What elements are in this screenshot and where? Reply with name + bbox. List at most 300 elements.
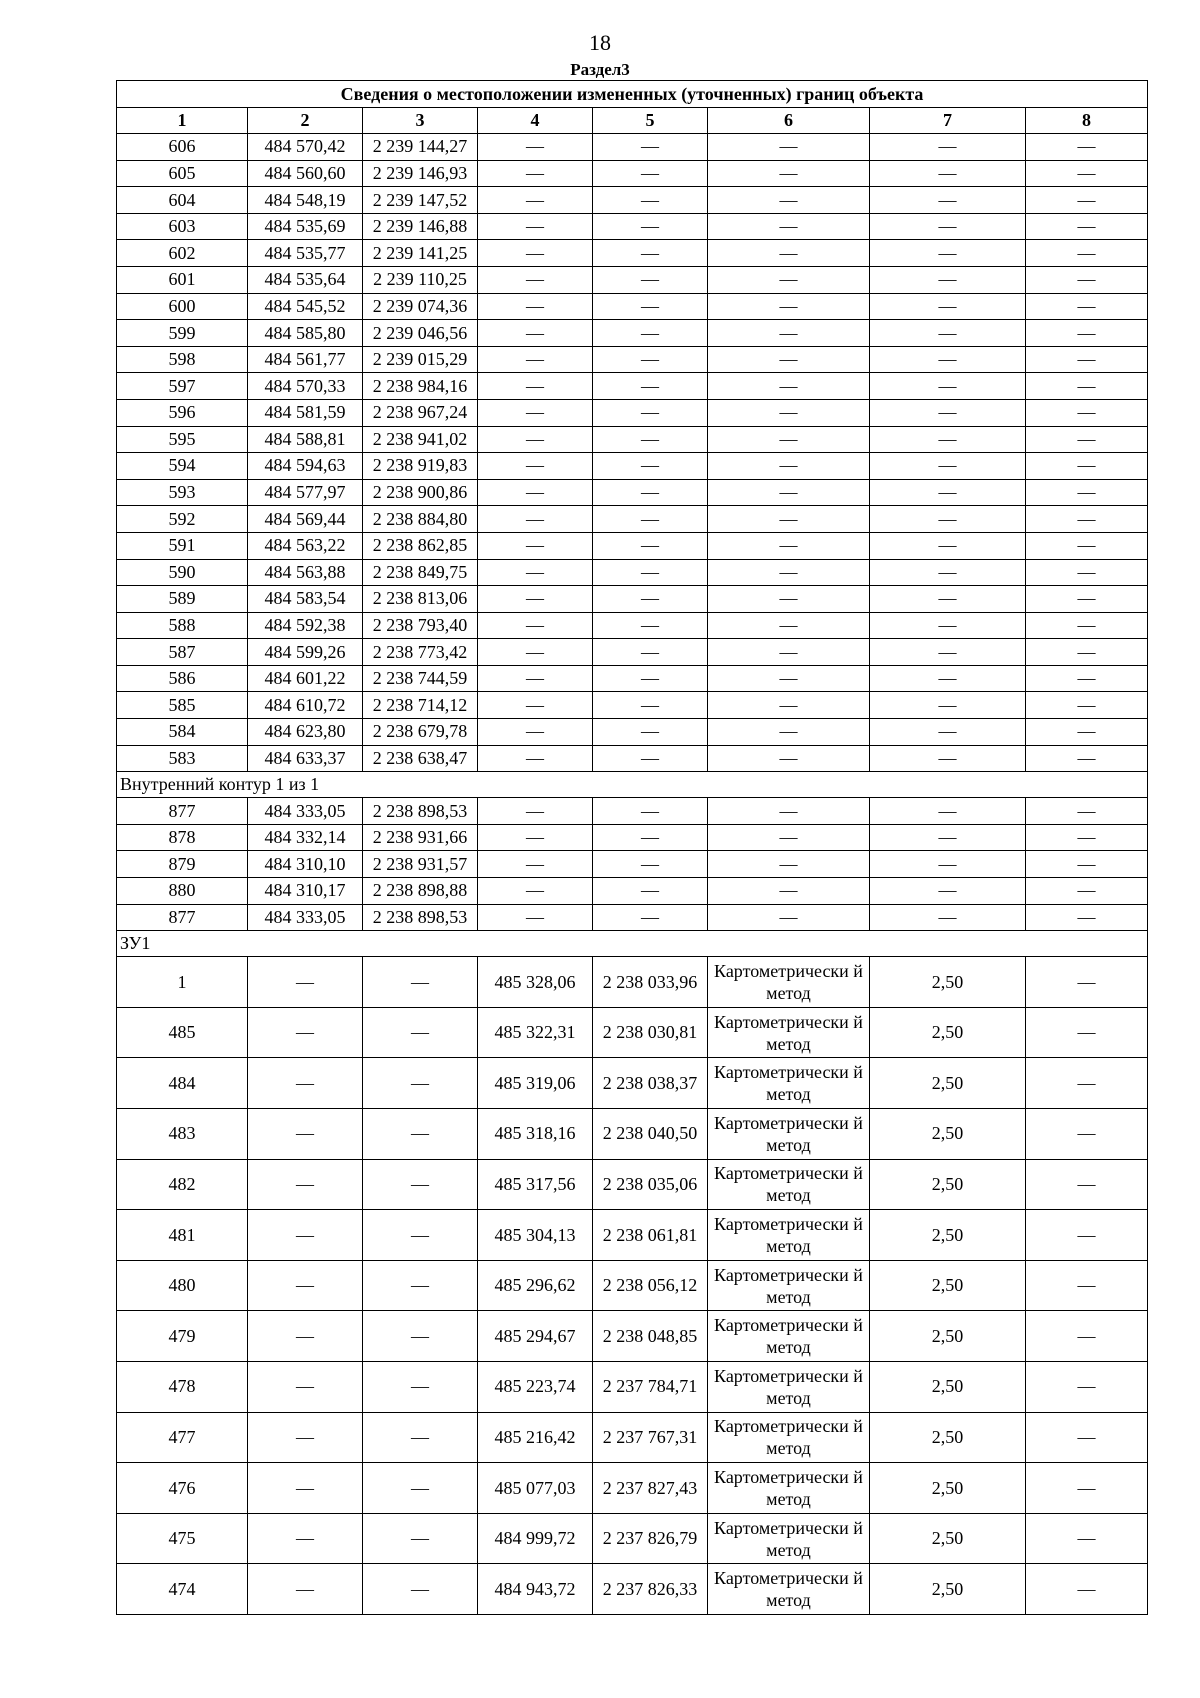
existing-y: 2 238 898,88 xyxy=(363,878,478,905)
point-number: 482 xyxy=(117,1159,248,1210)
dash-cell: — xyxy=(593,851,708,878)
dash-cell: — xyxy=(708,160,870,187)
existing-x: 484 332,14 xyxy=(248,824,363,851)
existing-y: 2 239 141,25 xyxy=(363,240,478,267)
dash-cell: — xyxy=(593,586,708,613)
point-number: 474 xyxy=(117,1564,248,1615)
accuracy-cell: 2,50 xyxy=(870,1311,1026,1362)
dash-cell: — xyxy=(708,240,870,267)
dash-cell: — xyxy=(708,346,870,373)
method-cell: Картометрически й метод xyxy=(708,1058,870,1109)
point-number: 877 xyxy=(117,904,248,931)
dash-cell: — xyxy=(1026,824,1148,851)
dash-cell: — xyxy=(1026,373,1148,400)
dash-cell: — xyxy=(1026,1159,1148,1210)
existing-x: 484 548,19 xyxy=(248,187,363,214)
method-cell: Картометрически й метод xyxy=(708,957,870,1008)
dash-cell: — xyxy=(1026,904,1148,931)
existing-x: 484 570,33 xyxy=(248,373,363,400)
dash-cell: — xyxy=(248,1564,363,1615)
table-row xyxy=(117,586,1148,613)
existing-x: 484 592,38 xyxy=(248,612,363,639)
dash-cell: — xyxy=(708,293,870,320)
method-cell: Картометрически й метод xyxy=(708,1361,870,1412)
dash-cell: — xyxy=(478,213,593,240)
new-x: 484 999,72 xyxy=(478,1513,593,1564)
accuracy-cell: 2,50 xyxy=(870,1361,1026,1412)
table-row xyxy=(117,559,1148,586)
table-row xyxy=(117,1564,1148,1615)
existing-y: 2 238 714,12 xyxy=(363,692,478,719)
section-row xyxy=(117,931,1148,957)
existing-x: 484 561,77 xyxy=(248,346,363,373)
dash-cell: — xyxy=(870,134,1026,161)
point-number: 1 xyxy=(117,957,248,1008)
dash-cell: — xyxy=(478,293,593,320)
point-number: 601 xyxy=(117,266,248,293)
table-row xyxy=(117,346,1148,373)
method-cell: Картометрически й метод xyxy=(708,1007,870,1058)
dash-cell: — xyxy=(248,1210,363,1261)
dash-cell: — xyxy=(363,1564,478,1615)
dash-cell: — xyxy=(593,453,708,480)
dash-cell: — xyxy=(593,187,708,214)
table-row xyxy=(117,532,1148,559)
dash-cell: — xyxy=(1026,1513,1148,1564)
dash-cell: — xyxy=(708,904,870,931)
dash-cell: — xyxy=(593,904,708,931)
dash-cell: — xyxy=(363,1513,478,1564)
dash-cell: — xyxy=(248,1159,363,1210)
existing-y: 2 238 638,47 xyxy=(363,745,478,772)
dash-cell: — xyxy=(593,532,708,559)
new-y: 2 238 038,37 xyxy=(593,1058,708,1109)
point-number: 880 xyxy=(117,878,248,905)
dash-cell: — xyxy=(1026,1564,1148,1615)
dash-cell: — xyxy=(478,399,593,426)
dash-cell: — xyxy=(708,506,870,533)
dash-cell: — xyxy=(478,878,593,905)
dash-cell: — xyxy=(478,719,593,746)
point-number: 600 xyxy=(117,293,248,320)
point-number: 478 xyxy=(117,1361,248,1412)
table-row xyxy=(117,479,1148,506)
dash-cell: — xyxy=(593,213,708,240)
table-row xyxy=(117,1210,1148,1261)
table-row xyxy=(117,373,1148,400)
dash-cell: — xyxy=(870,745,1026,772)
existing-y: 2 239 146,88 xyxy=(363,213,478,240)
point-number: 479 xyxy=(117,1311,248,1362)
point-number: 483 xyxy=(117,1109,248,1160)
new-y: 2 238 033,96 xyxy=(593,957,708,1008)
dash-cell: — xyxy=(363,1311,478,1362)
table-row xyxy=(117,506,1148,533)
dash-cell: — xyxy=(593,665,708,692)
table-row xyxy=(117,187,1148,214)
existing-y: 2 239 144,27 xyxy=(363,134,478,161)
accuracy-cell: 2,50 xyxy=(870,957,1026,1008)
dash-cell: — xyxy=(593,824,708,851)
dash-cell: — xyxy=(708,426,870,453)
table-row xyxy=(117,160,1148,187)
method-cell: Картометрически й метод xyxy=(708,1159,870,1210)
dash-cell: — xyxy=(478,160,593,187)
existing-x: 484 545,52 xyxy=(248,293,363,320)
dash-cell: — xyxy=(478,798,593,825)
existing-x: 484 570,42 xyxy=(248,134,363,161)
existing-x: 484 601,22 xyxy=(248,665,363,692)
point-number: 588 xyxy=(117,612,248,639)
dash-cell: — xyxy=(363,1412,478,1463)
accuracy-cell: 2,50 xyxy=(870,1109,1026,1160)
existing-y: 2 238 919,83 xyxy=(363,453,478,480)
table-row xyxy=(117,639,1148,666)
dash-cell: — xyxy=(248,1463,363,1514)
point-number: 583 xyxy=(117,745,248,772)
dash-cell: — xyxy=(870,904,1026,931)
dash-cell: — xyxy=(1026,399,1148,426)
dash-cell: — xyxy=(593,240,708,267)
point-number: 592 xyxy=(117,506,248,533)
dash-cell: — xyxy=(248,1361,363,1412)
table-row xyxy=(117,1513,1148,1564)
dash-cell: — xyxy=(708,586,870,613)
existing-y: 2 238 898,53 xyxy=(363,904,478,931)
dash-cell: — xyxy=(478,426,593,453)
dash-cell: — xyxy=(1026,559,1148,586)
dash-cell: — xyxy=(1026,240,1148,267)
dash-cell: — xyxy=(363,1463,478,1514)
dash-cell: — xyxy=(478,824,593,851)
point-number: 596 xyxy=(117,399,248,426)
dash-cell: — xyxy=(1026,878,1148,905)
existing-x: 484 581,59 xyxy=(248,399,363,426)
dash-cell: — xyxy=(248,1513,363,1564)
existing-x: 484 560,60 xyxy=(248,160,363,187)
table-row xyxy=(117,1159,1148,1210)
dash-cell: — xyxy=(1026,798,1148,825)
dash-cell: — xyxy=(593,293,708,320)
new-y: 2 238 056,12 xyxy=(593,1260,708,1311)
dash-cell: — xyxy=(1026,1412,1148,1463)
dash-cell: — xyxy=(248,1109,363,1160)
dash-cell: — xyxy=(478,851,593,878)
dash-cell: — xyxy=(1026,1058,1148,1109)
table-row xyxy=(117,1311,1148,1362)
dash-cell: — xyxy=(1026,479,1148,506)
dash-cell: — xyxy=(1026,586,1148,613)
dash-cell: — xyxy=(1026,266,1148,293)
dash-cell: — xyxy=(1026,1311,1148,1362)
method-cell: Картометрически й метод xyxy=(708,1109,870,1160)
point-number: 877 xyxy=(117,798,248,825)
dash-cell: — xyxy=(708,719,870,746)
existing-x: 484 599,26 xyxy=(248,639,363,666)
table-row xyxy=(117,426,1148,453)
dash-cell: — xyxy=(708,320,870,347)
dash-cell: — xyxy=(1026,612,1148,639)
dash-cell: — xyxy=(708,266,870,293)
dash-cell: — xyxy=(870,160,1026,187)
column-number: 2 xyxy=(248,108,363,134)
column-number: 6 xyxy=(708,108,870,134)
dash-cell: — xyxy=(478,612,593,639)
new-x: 485 322,31 xyxy=(478,1007,593,1058)
table-row xyxy=(117,1058,1148,1109)
accuracy-cell: 2,50 xyxy=(870,1513,1026,1564)
point-number: 480 xyxy=(117,1260,248,1311)
dash-cell: — xyxy=(870,851,1026,878)
accuracy-cell: 2,50 xyxy=(870,1007,1026,1058)
dash-cell: — xyxy=(1026,346,1148,373)
existing-y: 2 238 862,85 xyxy=(363,532,478,559)
existing-x: 484 333,05 xyxy=(248,798,363,825)
dash-cell: — xyxy=(593,399,708,426)
existing-y: 2 238 931,66 xyxy=(363,824,478,851)
dash-cell: — xyxy=(870,612,1026,639)
dash-cell: — xyxy=(870,426,1026,453)
point-number: 477 xyxy=(117,1412,248,1463)
dash-cell: — xyxy=(593,719,708,746)
point-number: 475 xyxy=(117,1513,248,1564)
table-row xyxy=(117,719,1148,746)
dash-cell: — xyxy=(248,1007,363,1058)
existing-y: 2 238 679,78 xyxy=(363,719,478,746)
dash-cell: — xyxy=(1026,692,1148,719)
dash-cell: — xyxy=(1026,957,1148,1008)
dash-cell: — xyxy=(1026,134,1148,161)
point-number: 879 xyxy=(117,851,248,878)
table-row xyxy=(117,293,1148,320)
existing-x: 484 535,69 xyxy=(248,213,363,240)
existing-y: 2 239 146,93 xyxy=(363,160,478,187)
dash-cell: — xyxy=(708,851,870,878)
dash-cell: — xyxy=(593,134,708,161)
existing-x: 484 585,80 xyxy=(248,320,363,347)
existing-x: 484 633,37 xyxy=(248,745,363,772)
existing-y: 2 238 967,24 xyxy=(363,399,478,426)
point-number: 594 xyxy=(117,453,248,480)
section-label: Раздел3 xyxy=(570,60,630,79)
dash-cell: — xyxy=(708,453,870,480)
table-row xyxy=(117,1361,1148,1412)
new-y: 2 237 826,79 xyxy=(593,1513,708,1564)
dash-cell: — xyxy=(708,373,870,400)
existing-y: 2 239 015,29 xyxy=(363,346,478,373)
dash-cell: — xyxy=(593,745,708,772)
table-row xyxy=(117,904,1148,931)
dash-cell: — xyxy=(870,240,1026,267)
dash-cell: — xyxy=(478,559,593,586)
dash-cell: — xyxy=(478,665,593,692)
dash-cell: — xyxy=(870,665,1026,692)
table-row xyxy=(117,1412,1148,1463)
dash-cell: — xyxy=(593,479,708,506)
new-x: 485 296,62 xyxy=(478,1260,593,1311)
column-number: 3 xyxy=(363,108,478,134)
dash-cell: — xyxy=(363,1159,478,1210)
table-row xyxy=(117,1007,1148,1058)
column-number: 8 xyxy=(1026,108,1148,134)
dash-cell: — xyxy=(1026,665,1148,692)
existing-y: 2 239 110,25 xyxy=(363,266,478,293)
dash-cell: — xyxy=(1026,719,1148,746)
point-number: 481 xyxy=(117,1210,248,1261)
dash-cell: — xyxy=(708,134,870,161)
column-number: 4 xyxy=(478,108,593,134)
dash-cell: — xyxy=(1026,1463,1148,1514)
dash-cell: — xyxy=(593,373,708,400)
dash-cell: — xyxy=(478,373,593,400)
dash-cell: — xyxy=(593,320,708,347)
existing-y: 2 238 931,57 xyxy=(363,851,478,878)
existing-y: 2 239 074,36 xyxy=(363,293,478,320)
dash-cell: — xyxy=(1026,1109,1148,1160)
existing-y: 2 238 900,86 xyxy=(363,479,478,506)
dash-cell: — xyxy=(870,293,1026,320)
dash-cell: — xyxy=(478,506,593,533)
dash-cell: — xyxy=(363,1007,478,1058)
existing-y: 2 238 898,53 xyxy=(363,798,478,825)
table-row xyxy=(117,612,1148,639)
dash-cell: — xyxy=(870,506,1026,533)
point-number: 605 xyxy=(117,160,248,187)
existing-x: 484 563,22 xyxy=(248,532,363,559)
boundaries-table xyxy=(116,80,1148,1615)
table-row xyxy=(117,1260,1148,1311)
dash-cell: — xyxy=(593,346,708,373)
point-number: 878 xyxy=(117,824,248,851)
dash-cell: — xyxy=(593,506,708,533)
existing-y: 2 238 941,02 xyxy=(363,426,478,453)
dash-cell: — xyxy=(870,346,1026,373)
existing-x: 484 535,64 xyxy=(248,266,363,293)
dash-cell: — xyxy=(593,426,708,453)
existing-x: 484 588,81 xyxy=(248,426,363,453)
accuracy-cell: 2,50 xyxy=(870,1210,1026,1261)
page-number: 18 xyxy=(589,30,611,55)
column-number: 7 xyxy=(870,108,1026,134)
table-row xyxy=(117,851,1148,878)
dash-cell: — xyxy=(870,399,1026,426)
existing-x: 484 310,17 xyxy=(248,878,363,905)
dash-cell: — xyxy=(593,798,708,825)
dash-cell: — xyxy=(478,134,593,161)
zu-label: ЗУ1 xyxy=(117,931,1148,957)
table-row xyxy=(117,692,1148,719)
point-number: 599 xyxy=(117,320,248,347)
dash-cell: — xyxy=(1026,1007,1148,1058)
dash-cell: — xyxy=(708,798,870,825)
method-cell: Картометрически й метод xyxy=(708,1412,870,1463)
dash-cell: — xyxy=(593,160,708,187)
new-y: 2 238 040,50 xyxy=(593,1109,708,1160)
point-number: 476 xyxy=(117,1463,248,1514)
existing-x: 484 594,63 xyxy=(248,453,363,480)
dash-cell: — xyxy=(1026,293,1148,320)
table-row xyxy=(117,957,1148,1008)
table-row xyxy=(117,266,1148,293)
existing-y: 2 238 884,80 xyxy=(363,506,478,533)
existing-x: 484 577,97 xyxy=(248,479,363,506)
dash-cell: — xyxy=(1026,1260,1148,1311)
table-row xyxy=(117,745,1148,772)
method-cell: Картометрически й метод xyxy=(708,1513,870,1564)
accuracy-cell: 2,50 xyxy=(870,1058,1026,1109)
point-number: 602 xyxy=(117,240,248,267)
dash-cell: — xyxy=(1026,506,1148,533)
table-row xyxy=(117,240,1148,267)
dash-cell: — xyxy=(870,586,1026,613)
dash-cell: — xyxy=(1026,320,1148,347)
dash-cell: — xyxy=(478,692,593,719)
table-row xyxy=(117,453,1148,480)
dash-cell: — xyxy=(870,559,1026,586)
method-cell: Картометрически й метод xyxy=(708,1463,870,1514)
dash-cell: — xyxy=(478,532,593,559)
existing-x: 484 610,72 xyxy=(248,692,363,719)
dash-cell: — xyxy=(870,453,1026,480)
dash-cell: — xyxy=(363,1260,478,1311)
new-x: 485 319,06 xyxy=(478,1058,593,1109)
new-x: 485 223,74 xyxy=(478,1361,593,1412)
point-number: 589 xyxy=(117,586,248,613)
point-number: 591 xyxy=(117,532,248,559)
dash-cell: — xyxy=(870,692,1026,719)
table-row xyxy=(117,399,1148,426)
dash-cell: — xyxy=(708,824,870,851)
table-row xyxy=(117,213,1148,240)
point-number: 595 xyxy=(117,426,248,453)
new-x: 485 328,06 xyxy=(478,957,593,1008)
dash-cell: — xyxy=(1026,745,1148,772)
dash-cell: — xyxy=(248,1260,363,1311)
dash-cell: — xyxy=(870,373,1026,400)
dash-cell: — xyxy=(1026,160,1148,187)
dash-cell: — xyxy=(1026,426,1148,453)
method-cell: Картометрически й метод xyxy=(708,1564,870,1615)
dash-cell: — xyxy=(1026,213,1148,240)
column-number: 5 xyxy=(593,108,708,134)
dash-cell: — xyxy=(708,878,870,905)
table-row xyxy=(117,1463,1148,1514)
table-body xyxy=(117,134,1148,1615)
dash-cell: — xyxy=(708,187,870,214)
dash-cell: — xyxy=(248,1311,363,1362)
new-y: 2 237 767,31 xyxy=(593,1412,708,1463)
dash-cell: — xyxy=(478,320,593,347)
new-y: 2 238 048,85 xyxy=(593,1311,708,1362)
existing-y: 2 239 046,56 xyxy=(363,320,478,347)
table-row xyxy=(117,1109,1148,1160)
new-y: 2 238 035,06 xyxy=(593,1159,708,1210)
dash-cell: — xyxy=(478,266,593,293)
accuracy-cell: 2,50 xyxy=(870,1564,1026,1615)
point-number: 597 xyxy=(117,373,248,400)
dash-cell: — xyxy=(478,639,593,666)
point-number: 603 xyxy=(117,213,248,240)
dash-cell: — xyxy=(870,479,1026,506)
dash-cell: — xyxy=(248,957,363,1008)
dash-cell: — xyxy=(478,586,593,613)
point-number: 598 xyxy=(117,346,248,373)
dash-cell: — xyxy=(248,1412,363,1463)
point-number: 590 xyxy=(117,559,248,586)
existing-y: 2 238 744,59 xyxy=(363,665,478,692)
dash-cell: — xyxy=(593,266,708,293)
dash-cell: — xyxy=(478,745,593,772)
